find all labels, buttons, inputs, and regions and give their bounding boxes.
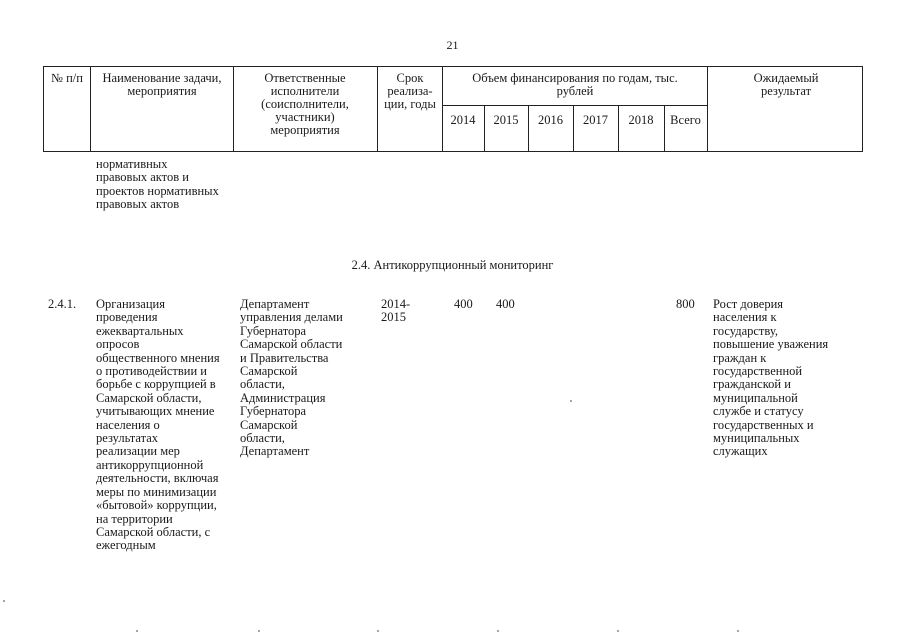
header-task: Наименование задачи, мероприятия — [102, 71, 222, 98]
row-value-total: 800 — [676, 297, 695, 311]
section-title: 2.4. Антикоррупционный мониторинг — [351, 258, 554, 272]
scan-speck — [136, 630, 138, 632]
continued-task-text: нормативных правовых актов и проектов нормативных правовых актов — [96, 157, 219, 212]
scan-speck — [3, 600, 5, 602]
table-header — [43, 66, 863, 152]
row-value-2014: 400 — [454, 297, 473, 311]
scan-speck — [737, 630, 739, 632]
header-year-2018: 2018 — [628, 113, 654, 127]
row-task: Организация проведения ежеквартальных опросов общественного мнения о противодействии и борьбе с коррупцией в Самарской области, учитывающих мнение населения о результатах реализации мер антикоррупционной деятельности, включая меры по минимизации «бытовой» коррупции, на территории Самарской области, с ежегодным — [96, 297, 220, 553]
row-result: Рост доверия населения к государству, повышение уважения граждан к государственной гражданской и муниципальной службе и статусу государственных и муниципальных служащих — [713, 297, 829, 459]
row-term: 2014- 2015 — [381, 297, 411, 325]
row-responsible: Департамент управления делами Губернатора Самарской области и Правительства Самарской области, Администрация Губернатора Самарской области, Департамент — [240, 297, 343, 459]
row-value-2015: 400 — [496, 297, 515, 311]
header-year-total: Всего — [670, 113, 701, 127]
header-term: Срок реализа- ции, годы — [384, 71, 436, 111]
header-funding: Объем финансирования по годам, тыс. рублей — [472, 71, 678, 98]
header-result: Ожидаемый результат — [753, 71, 819, 98]
header-num: № п/п — [51, 71, 83, 85]
header-responsible: Ответственные исполнители (соисполнители, участники) мероприятия — [261, 71, 349, 137]
scan-speck — [570, 400, 572, 402]
scan-speck — [258, 630, 260, 632]
header-year-2016: 2016 — [538, 113, 563, 127]
page-number: 21 — [446, 38, 459, 52]
scan-speck — [497, 630, 499, 632]
header-year-2017: 2017 — [583, 113, 608, 127]
scan-speck — [377, 630, 379, 632]
header-year-2014: 2014 — [450, 113, 476, 127]
row-number: 2.4.1. — [48, 297, 77, 311]
header-year-2015: 2015 — [493, 113, 519, 127]
scan-speck — [617, 630, 619, 632]
